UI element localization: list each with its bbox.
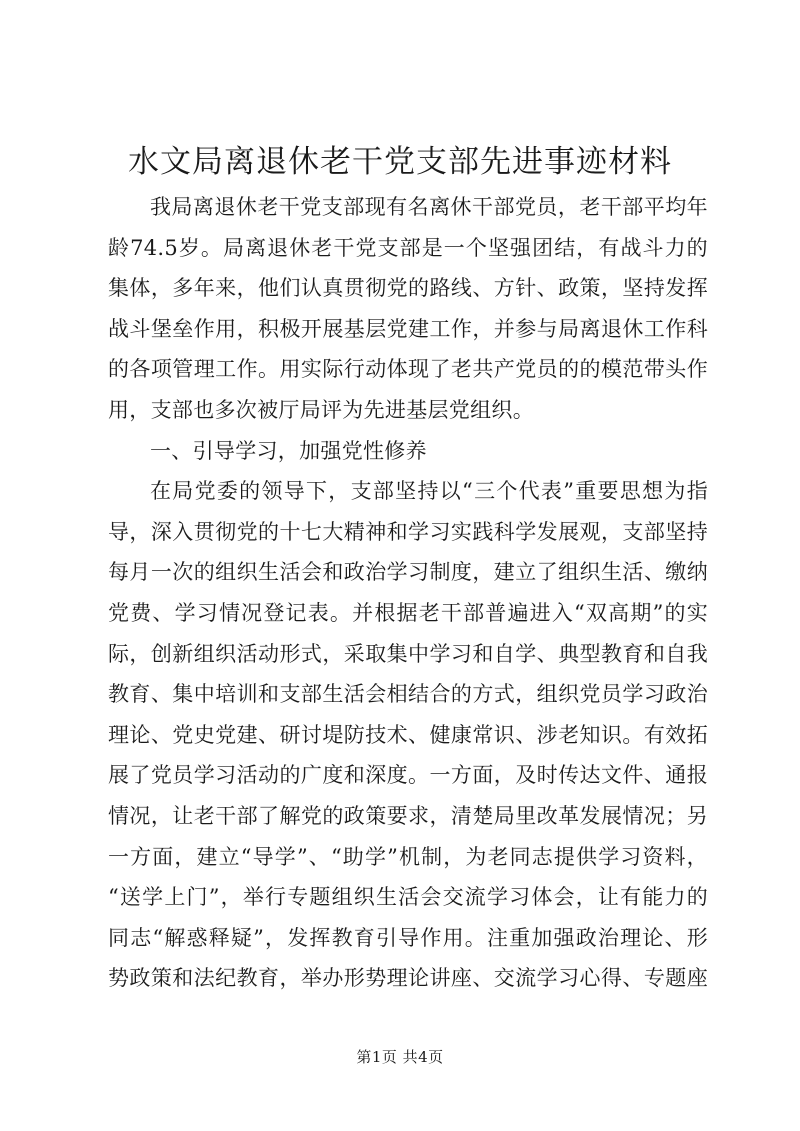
body-line: 同志“解惑释疑”，发挥教育引导作用。注重加强政治理论、形	[108, 925, 708, 950]
body-line: 每月一次的组织生活会和政治学习制度，建立了组织生活、缴纳	[108, 560, 708, 585]
body-line: 势政策和法纪教育，举办形势理论讲座、交流学习心得、专题座	[108, 966, 708, 991]
body-line: 教育、集中培训和支部生活会相结合的方式，组织党员学习政治	[108, 682, 708, 707]
section-heading: 一、引导学习，加强党性修养	[150, 438, 427, 463]
body-line: 在局党委的领导下，支部坚持以“三个代表”重要思想为指	[150, 479, 708, 504]
body-line: 一方面，建立“导学”、“助学”机制，为老同志提供学习资料，	[108, 844, 708, 869]
body-line: “送学上门”，举行专题组织生活会交流学习体会，让有能力的	[108, 885, 708, 910]
body-line: 导，深入贯彻党的十七大精神和学习实践科学发展观，支部坚持	[108, 519, 708, 544]
body-line: 情况，让老干部了解党的政策要求，清楚局里改革发展情况；另	[108, 803, 708, 828]
body-line: 我局离退休老干党支部现有名离休干部党员，老干部平均年	[150, 195, 708, 219]
document-body	[108, 187, 708, 999]
body-line: 理论、党史党建、研讨堤防技术、健康常识、涉老知识。有效拓	[108, 722, 708, 747]
body-line: 党费、学习情况登记表。并根据老干部普遍进入“双高期”的实	[108, 600, 708, 625]
page-footer: 第1页 共4页	[356, 1048, 444, 1066]
document-title: 水文局离退休老干党支部先进事迹材料	[128, 144, 672, 180]
body-line: 展了党员学习活动的广度和深度。一方面，及时传达文件、通报	[108, 763, 708, 788]
body-line: 龄74.5岁。局离退休老干党支部是一个坚强团结，有战斗力的	[108, 235, 708, 260]
body-line: 用，支部也多次被厅局评为先进基层党组织。	[108, 397, 534, 422]
body-line: 集体，多年来，他们认真贯彻党的路线、方针、政策，坚持发挥	[108, 276, 708, 301]
body-line: 际，创新组织活动形式，采取集中学习和自学、典型教育和自我	[108, 641, 708, 666]
body-line: 的各项管理工作。用实际行动体现了老共产党员的的模范带头作	[108, 357, 708, 382]
body-line: 战斗堡垒作用，积极开展基层党建工作，并参与局离退休工作科	[108, 316, 708, 341]
